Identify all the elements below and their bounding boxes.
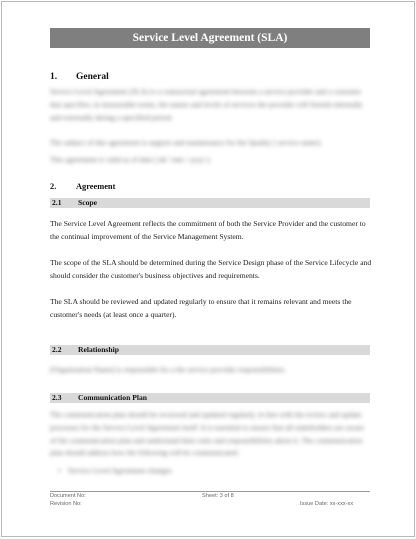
section-1-number: 1.: [50, 72, 58, 82]
scope-paragraph-3: The SLA should be reviewed and updated regularly to ensure that it remains relevant and meets the customer's needs (at least once a quarter).: [50, 297, 352, 319]
document-page: [1, 1, 415, 537]
footer-sheet: Sheet: 3 of 8: [202, 493, 234, 499]
footer-document-no: Document No:: [50, 493, 86, 499]
section-1-paragraph-3: This agreement is valid as of date [ dd / mm / yyyy ].: [50, 155, 212, 164]
subsection-scope-title: Scope: [78, 198, 97, 207]
section-1-heading: [50, 72, 109, 82]
footer-divider: [50, 491, 370, 492]
subsection-relationship-heading: [50, 345, 370, 355]
section-1-paragraph-2: The subject of this agreement is support and maintenance for the Quality [ service name].: [50, 138, 322, 147]
section-2-number: 2.: [50, 182, 57, 191]
section-2-heading: [50, 182, 115, 191]
subsection-relationship-title: Relationship: [78, 345, 119, 354]
document-title: Service Level Agreement (SLA): [50, 28, 370, 48]
relationship-paragraph-1: [Organization Name] is responsible for a the service provider responsibilities.: [50, 365, 287, 374]
scope-paragraph-1: The Service Level Agreement reflects the commitment of both the Service Provider and the customer to the continual improvement of the Service Management System.: [50, 219, 366, 241]
scope-paragraph-2: The scope of the SLA should be determined during the Service Design phase of the Service Lifecycle and should consider the customer's business objectives and requirements.: [50, 258, 372, 280]
subsection-communication-heading: [50, 393, 370, 403]
footer-issue-date: Issue Date: xx-xxx-xx: [300, 501, 354, 507]
subsection-relationship-number: 2.2: [52, 345, 62, 354]
subsection-scope-number: 2.1: [52, 198, 62, 207]
subsection-scope-heading: [50, 198, 370, 208]
communication-bullet-1: • Service Level Agreement changes: [68, 466, 368, 475]
section-2-title: Agreement: [76, 182, 116, 191]
communication-paragraph-1: The communication plan should be reviewed and updated regularly, in line with the review and update processes for the Service Level Agreement itself. It is essential to ensure that all stakeholders are aware of the communication plan and understand their roles and responsibilities about it. The communication plan should address how the following will be communicated:: [50, 410, 364, 458]
section-1-paragraph-1: Service Level Agreement (SLA) is a contractual agreement between a service provider and a customer that specifies, in measurable terms, the nature and levels of services the provider will furnish internally and externally during a specified period.: [50, 87, 363, 122]
footer-revision-no: Revision No:: [50, 501, 82, 507]
subsection-communication-title: Communication Plan: [78, 393, 147, 402]
subsection-communication-number: 2.3: [52, 393, 62, 402]
section-1-title: General: [76, 72, 109, 82]
